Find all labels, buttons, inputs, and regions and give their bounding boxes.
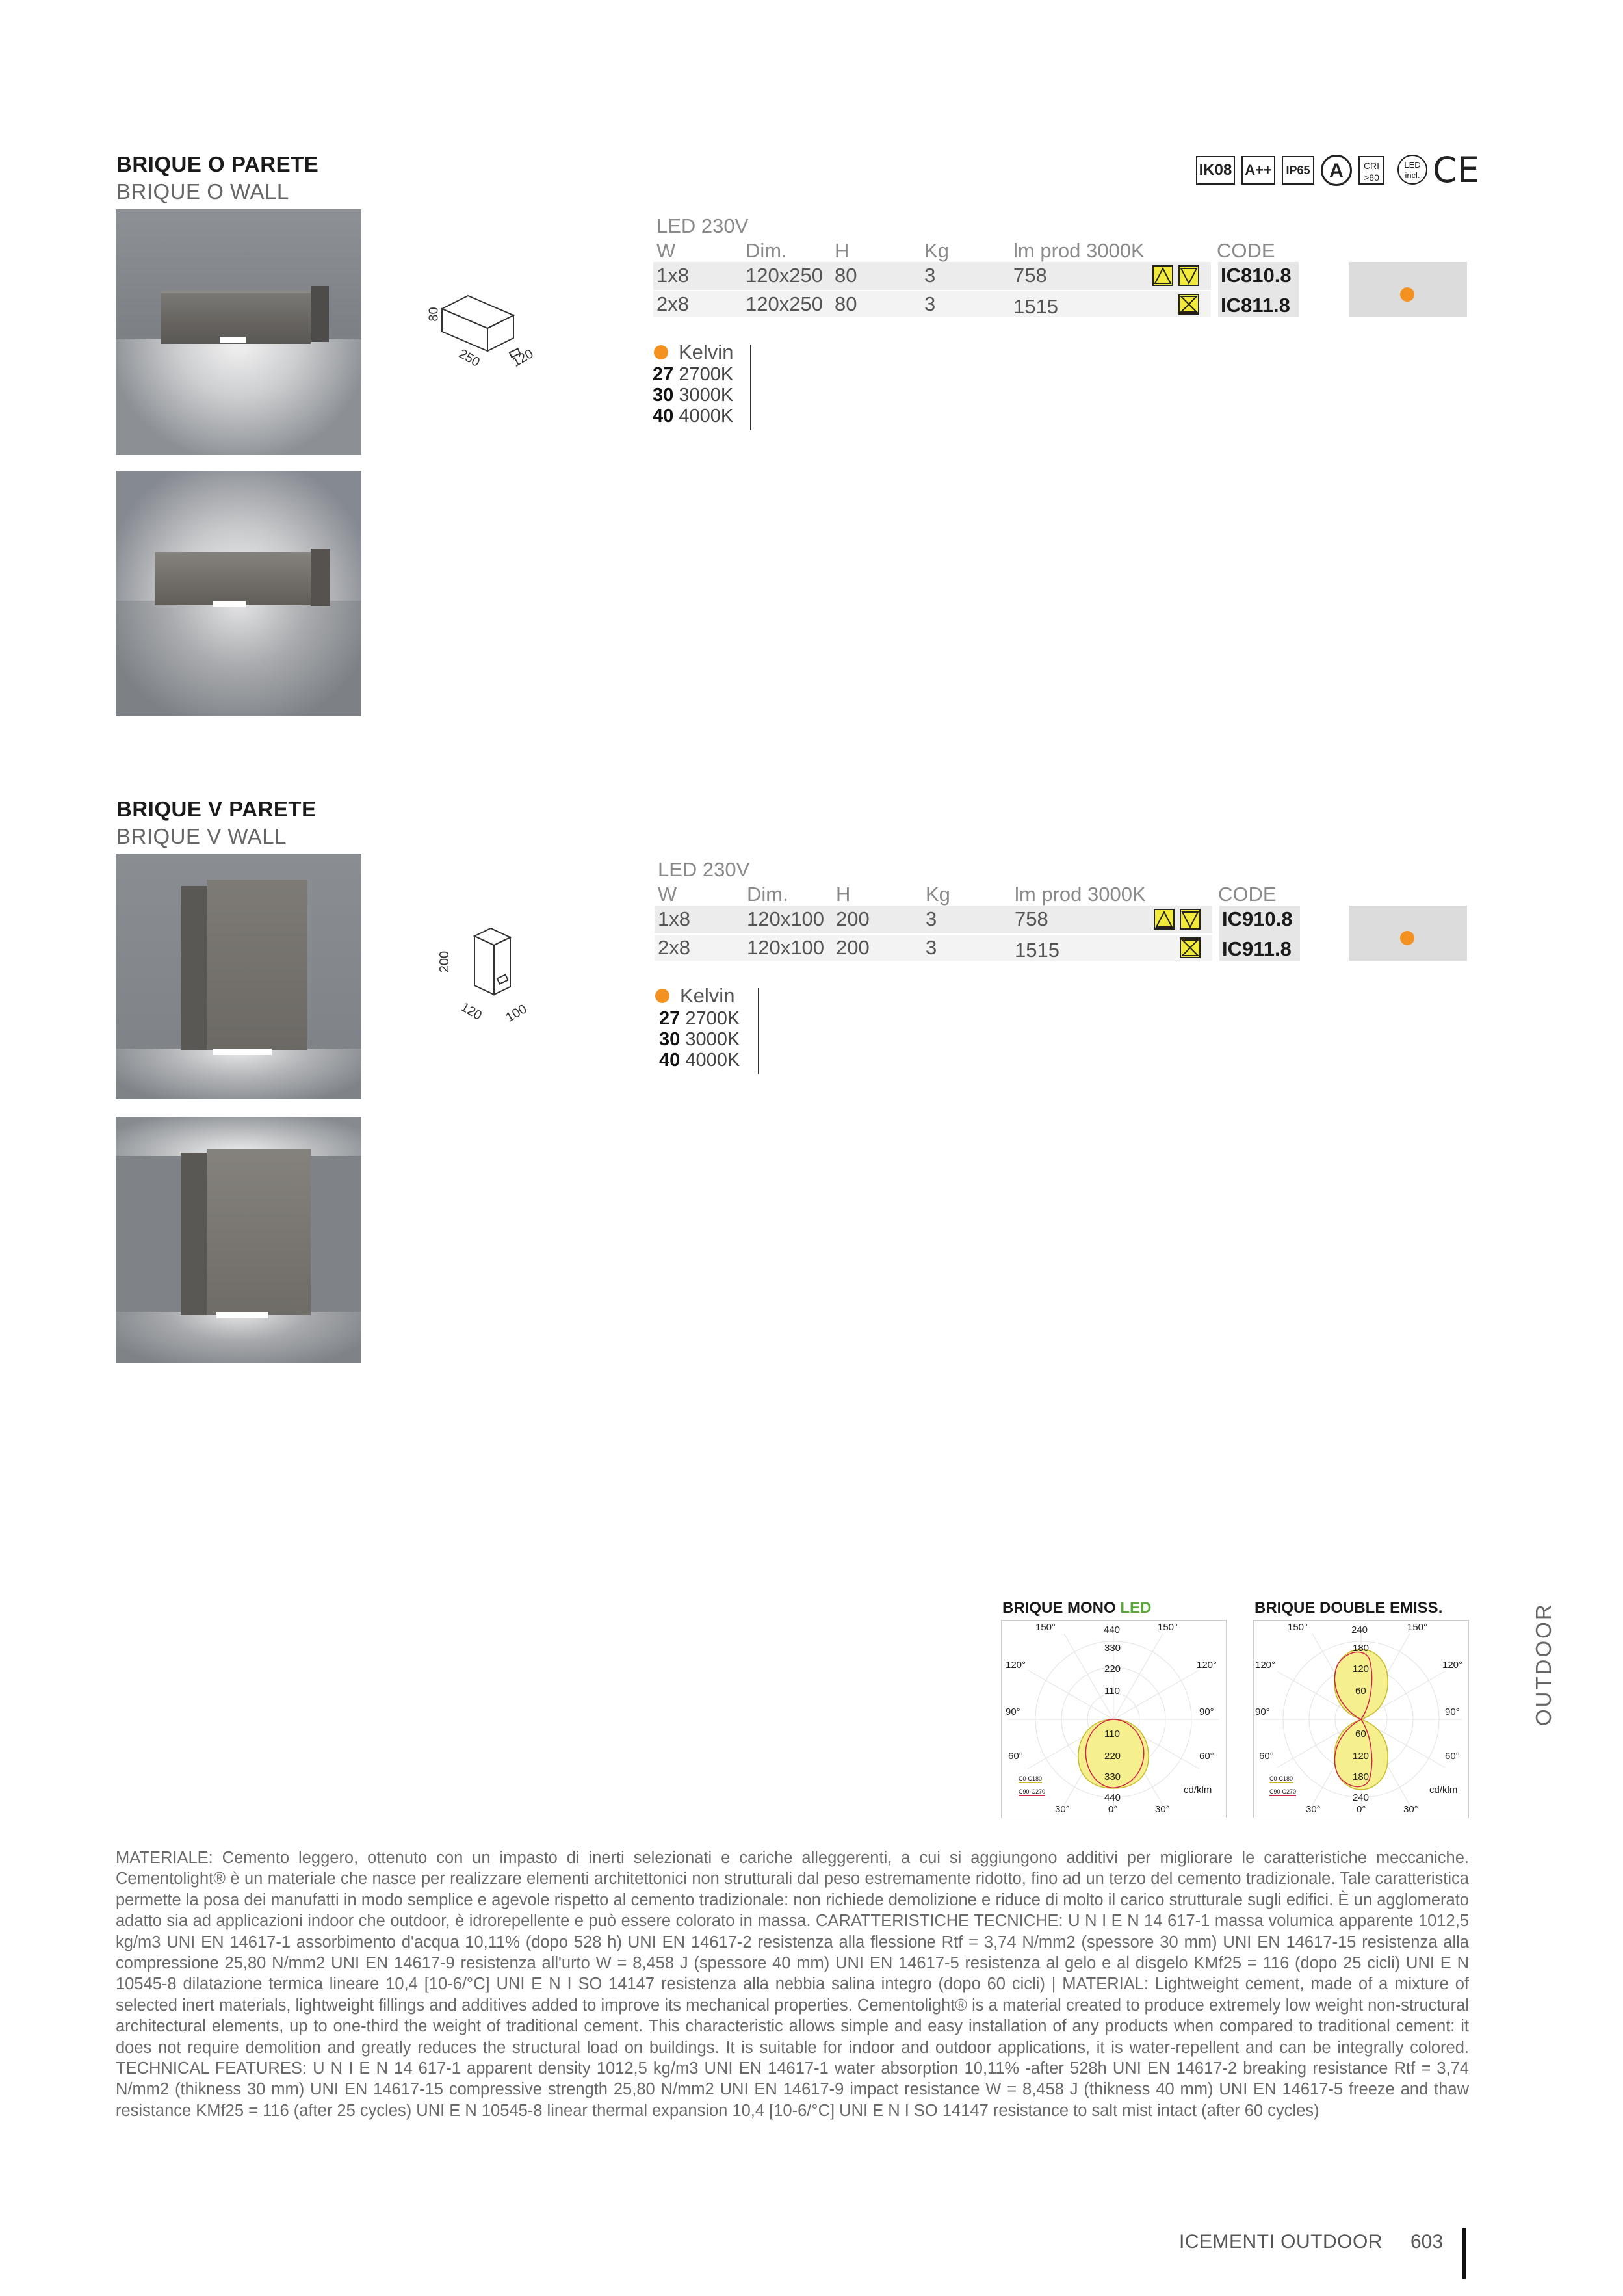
kelvin-value: 3000K xyxy=(685,1029,740,1050)
polar-label: 60° xyxy=(1259,1751,1274,1762)
col-w: W xyxy=(658,883,677,906)
polar-label: 150° xyxy=(1035,1622,1056,1633)
cell-w: 1x8 xyxy=(656,264,689,287)
polar-title-accent: LED xyxy=(1120,1599,1152,1617)
polar-title-text: BRIQUE DOUBLE EMISS. xyxy=(1254,1599,1443,1617)
polar-diagram-mono xyxy=(1001,1620,1227,1818)
polar-value: 180 xyxy=(1353,1771,1370,1782)
ce-mark: CE xyxy=(1433,150,1479,190)
cell-dim: 120x250 xyxy=(746,293,823,315)
cell-lm: 758 xyxy=(1015,907,1048,930)
cell-h: 80 xyxy=(835,293,857,315)
polar-value: 330 xyxy=(1104,1771,1121,1782)
ik08-badge: IK08 xyxy=(1196,156,1235,185)
cell-dim: 120x250 xyxy=(746,264,823,287)
kelvin-value: 2700K xyxy=(685,1008,740,1029)
polar-title xyxy=(1254,1599,1442,1617)
col-dim: Dim. xyxy=(746,239,787,262)
cell-h: 200 xyxy=(836,907,870,930)
kelvin-label: Kelvin xyxy=(679,341,734,363)
polar-label: 60° xyxy=(1008,1751,1023,1762)
col-w: W xyxy=(656,239,676,262)
cell-code: IC810.8 xyxy=(1221,264,1292,287)
class-a-badge: A xyxy=(1321,155,1352,186)
polar-label: 120° xyxy=(1255,1660,1276,1671)
polar-diagram-double xyxy=(1253,1620,1469,1818)
cell-h: 80 xyxy=(835,264,857,287)
kelvin-code: 27 xyxy=(659,1008,681,1029)
kelvin-code: 40 xyxy=(659,1050,681,1071)
beam-icon-double xyxy=(1179,937,1205,959)
polar-label: 60° xyxy=(1199,1751,1214,1762)
polar-unit: cd/klm xyxy=(1184,1784,1212,1795)
table-header-led: LED 230V xyxy=(658,858,750,881)
polar-legend: C0-C180 xyxy=(1269,1775,1293,1782)
kelvin-value: 4000K xyxy=(685,1050,740,1071)
polar-value: 60 xyxy=(1355,1729,1366,1740)
product-subtitle: BRIQUE O WALL xyxy=(116,179,289,203)
polar-label: 90° xyxy=(1006,1706,1020,1717)
polar-value: 330 xyxy=(1104,1643,1121,1654)
product-photo-2a xyxy=(116,854,361,1099)
ip65-badge: IP65 xyxy=(1282,156,1314,185)
polar-legend: C90-C270 xyxy=(1019,1788,1046,1795)
beam-icon-double xyxy=(1178,293,1204,315)
cell-lm: 1515 xyxy=(1013,295,1058,318)
polar-value: 220 xyxy=(1104,1663,1121,1675)
material-description: MATERIALE: Cemento leggero, ottenuto con un impasto di inerti selezionati e cariche alleggerenti, a cui si aggiungono additivi per migliorare le caratteristiche meccaniche. Cementolight® è un materiale che nasce per realizzare elementi architettonici non strutturali dal peso estremamente ridotto, fino ad un terzo del cemento tradizionale. Tale caratteristica permette la posa dei manufatti in modo semplice e agevole rispetto al cemento tradizionale: non richiede demolizione e riduce di molto il carico strutturale sugli edifici. È un agglomerato adatto sia ad applicazioni indoor che outdoor, è idrorepellente e può essere colorato in massa. CARATTERISTICHE TECNICHE: U N I E N 14 617-1 massa volumica apparente 1012,5 kg/m3 UNI EN 14617-1 assorbimento d'acqua 10,11% (dopo 528 h) UNI EN 14617-2 resistenza alla flessione Rtf = 3,74 N/mm2 (spessore 30 mm) UNI EN 14617-15 resistenza alla compressione 25,80 N/mm2 UNI EN 14617-9 resistenza all'urto W = 8,458 J (spessore 40 mm) UNI EN 14617-5 resistenza al gelo e al disgelo KMf25 = 116 (dopo 25 cicli) UNI E N 10545-8 dilatazione termica lineare 10,4 [10-6/°C] UNI E N I SO 14147 resistenza alla nebbia salina integro (dopo 60 cicli) | MATERIAL: Lightweight cement, made of a mixture of selected inert materials, lightweight fillings and additives added to improve its mechanical properties. Cementolight® is a material created to produce extremely low weight non-structural architectural elements, up to one-third the weight of traditional cement. This characteristic allows simple and easy installation of any products when compared to traditional cement: it does not require demolition and greatly reduces the structural load on buildings. It is suitable for indoor and outdoor applications, it is water-repellent and can be integrally colored. TECHNICAL FEATURES: U N I E N 14 617-1 apparent density 1012,5 kg/m3 UNI EN 14617-1 water absorption 10,11% -after 528h UNI EN 14617-2 breaking resistance Rtf = 3,74 N/mm2 (thikness 30 mm) UNI EN 14617-15 compressive strength 25,80 N/mm2 UNI EN 14617-9 impact resistance W = 8,458 J (thikness 40 mm) UNI EN 14617-5 freeze and thaw resistance KMf25 = 116 (after 25 cycles) UNI E N 10545-8 linear thermal expansion 10,4 [10-6/°C] UNI E N I SO 14147 resistance to salt mist intact (after 60 cycles) xyxy=(116,1849,1469,2120)
led-incl-badge: LED incl. xyxy=(1397,155,1427,185)
col-kg: Kg xyxy=(924,239,949,262)
polar-label: 30° xyxy=(1055,1804,1070,1815)
kelvin-code: 40 xyxy=(653,406,674,426)
dim-w: 120 xyxy=(458,1000,484,1023)
polar-label: 120° xyxy=(1006,1660,1026,1671)
polar-label: 30° xyxy=(1403,1804,1418,1815)
col-h: H xyxy=(835,239,850,262)
kelvin-divider xyxy=(750,345,751,430)
dim-w: 250 xyxy=(456,346,482,370)
polar-label: 150° xyxy=(1158,1622,1178,1633)
beam-icons xyxy=(1152,265,1204,287)
product-title: BRIQUE O PARETE xyxy=(116,152,319,176)
kelvin-code: 30 xyxy=(659,1029,681,1050)
product-photo-1b xyxy=(116,471,361,716)
table-header-led: LED 230V xyxy=(656,215,749,237)
polar-label: 0° xyxy=(1357,1804,1366,1815)
product-title: BRIQUE V PARETE xyxy=(116,797,317,821)
kelvin-dot xyxy=(654,345,668,359)
polar-value: 120 xyxy=(1353,1751,1370,1762)
cell-code: IC811.8 xyxy=(1221,294,1290,317)
col-code: CODE xyxy=(1217,239,1275,262)
polar-label: 30° xyxy=(1155,1804,1170,1815)
page-number: 603 xyxy=(1410,2231,1444,2252)
polar-value: 60 xyxy=(1355,1686,1366,1697)
cell-lm: 1515 xyxy=(1015,939,1059,961)
product-subtitle: BRIQUE V WALL xyxy=(116,824,287,848)
cell-h: 200 xyxy=(836,936,870,959)
polar-title-text: BRIQUE MONO xyxy=(1002,1599,1121,1617)
polar-value: 120 xyxy=(1353,1663,1370,1675)
side-section-label: OUTDOOR xyxy=(1531,1602,1555,1726)
polar-label: 90° xyxy=(1445,1706,1460,1717)
cell-kg: 3 xyxy=(926,936,937,959)
polar-legend: C90-C270 xyxy=(1269,1788,1297,1795)
col-code: CODE xyxy=(1218,883,1277,906)
cell-kg: 3 xyxy=(924,264,936,287)
kelvin-label: Kelvin xyxy=(680,984,735,1007)
col-kg: Kg xyxy=(926,883,950,906)
cell-dim: 120x100 xyxy=(747,907,824,930)
product-photo-1a xyxy=(116,209,361,455)
cell-w: 2x8 xyxy=(656,293,689,315)
polar-label: 0° xyxy=(1108,1804,1118,1815)
cell-w: 2x8 xyxy=(658,936,690,959)
cell-code: IC910.8 xyxy=(1222,907,1293,930)
polar-label: 30° xyxy=(1306,1804,1321,1815)
polar-value: 110 xyxy=(1104,1686,1120,1697)
polar-value: 180 xyxy=(1353,1643,1370,1654)
dim-h: 80 xyxy=(426,307,441,322)
dim-d: 120 xyxy=(510,346,536,370)
polar-label: 150° xyxy=(1407,1622,1428,1633)
col-lm: lm prod 3000K xyxy=(1015,883,1146,906)
polar-label: 120° xyxy=(1442,1660,1463,1671)
polar-label: 440 xyxy=(1104,1624,1121,1636)
polar-label: 90° xyxy=(1255,1706,1270,1717)
polar-label: 90° xyxy=(1199,1706,1214,1717)
polar-label: 240 xyxy=(1353,1792,1370,1803)
polar-title xyxy=(1002,1599,1151,1617)
dim-d: 100 xyxy=(503,1002,530,1025)
color-dot-orange xyxy=(1400,931,1414,945)
kelvin-value: 3000K xyxy=(679,385,734,406)
polar-label: 240 xyxy=(1351,1624,1368,1636)
cell-code: IC911.8 xyxy=(1222,937,1292,960)
footer-bar xyxy=(1462,2228,1466,2279)
polar-value: 220 xyxy=(1104,1751,1121,1762)
col-dim: Dim. xyxy=(747,883,788,906)
cell-w: 1x8 xyxy=(658,907,690,930)
col-lm: lm prod 3000K xyxy=(1013,239,1145,262)
polar-value: 110 xyxy=(1104,1729,1120,1740)
dim-h: 200 xyxy=(437,950,452,973)
polar-legend: C0-C180 xyxy=(1019,1775,1043,1782)
kelvin-code: 27 xyxy=(653,364,674,385)
cri-badge: CRI >80 xyxy=(1358,156,1384,185)
kelvin-divider xyxy=(758,988,759,1074)
cell-kg: 3 xyxy=(926,907,937,930)
cell-dim: 120x100 xyxy=(747,936,824,959)
cell-lm: 758 xyxy=(1013,264,1047,287)
polar-unit: cd/klm xyxy=(1429,1784,1458,1795)
beam-icons xyxy=(1153,908,1205,930)
polar-label: 60° xyxy=(1445,1751,1460,1762)
cell-kg: 3 xyxy=(924,293,936,315)
kelvin-dot xyxy=(655,989,669,1003)
energy-class-badge: A++ xyxy=(1241,156,1275,185)
color-dot-orange xyxy=(1400,287,1414,302)
polar-label: 440 xyxy=(1104,1792,1121,1803)
polar-label: 150° xyxy=(1288,1622,1308,1633)
product-photo-2b xyxy=(116,1117,361,1363)
kelvin-value: 4000K xyxy=(679,406,734,426)
polar-label: 120° xyxy=(1197,1660,1217,1671)
col-h: H xyxy=(836,883,851,906)
kelvin-code: 30 xyxy=(653,385,674,406)
footer-section: ICEMENTI OUTDOOR xyxy=(1179,2231,1383,2252)
kelvin-value: 2700K xyxy=(679,364,734,385)
